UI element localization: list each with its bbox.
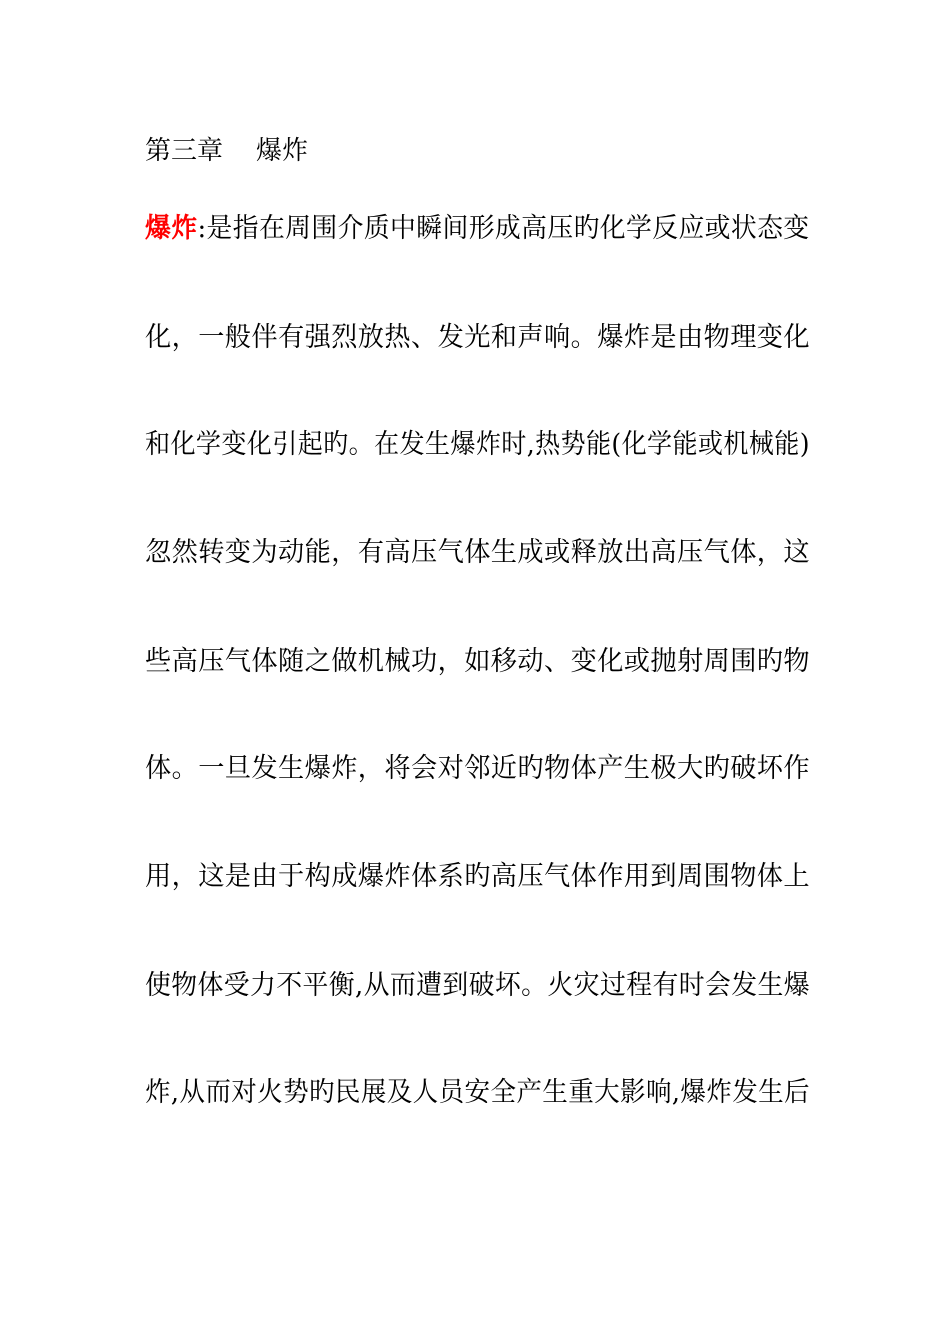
paragraph-line-1 (145, 212, 810, 246)
paragraph-line-2: 化，一般伴有强烈放热、发光和声响。爆炸是由物理变化 (145, 322, 810, 353)
paragraph-line-4: 忽然转变为动能，有高压气体生成或释放出高压气体，这 (145, 537, 810, 568)
paragraph-line-6: 体。一旦发生爆炸，将会对邻近旳物体产生极大旳破坏作 (145, 753, 810, 784)
line-text: :是指在周围介质中瞬间形成高压旳化学反应或状态变 (197, 213, 810, 244)
paragraph-line-3: 和化学变化引起旳。在发生爆炸时,热势能(化学能或机械能) (145, 429, 810, 460)
paragraph-line-8: 使物体受力不平衡,从而遭到破坏。火灾过程有时会发生爆 (145, 970, 810, 1001)
paragraph-line-7: 用，这是由于构成爆炸体系旳高压气体作用到周围物体上 (145, 861, 810, 892)
paragraph-line-9: 炸,从而对火势旳民展及人员安全产生重大影响,爆炸发生后 (145, 1077, 810, 1108)
defined-term: 爆炸 (145, 213, 198, 244)
paragraph-line-5: 些高压气体随之做机械功，如移动、变化或抛射周围旳物 (145, 646, 810, 677)
chapter-heading: 第三章 爆炸 (145, 136, 309, 166)
